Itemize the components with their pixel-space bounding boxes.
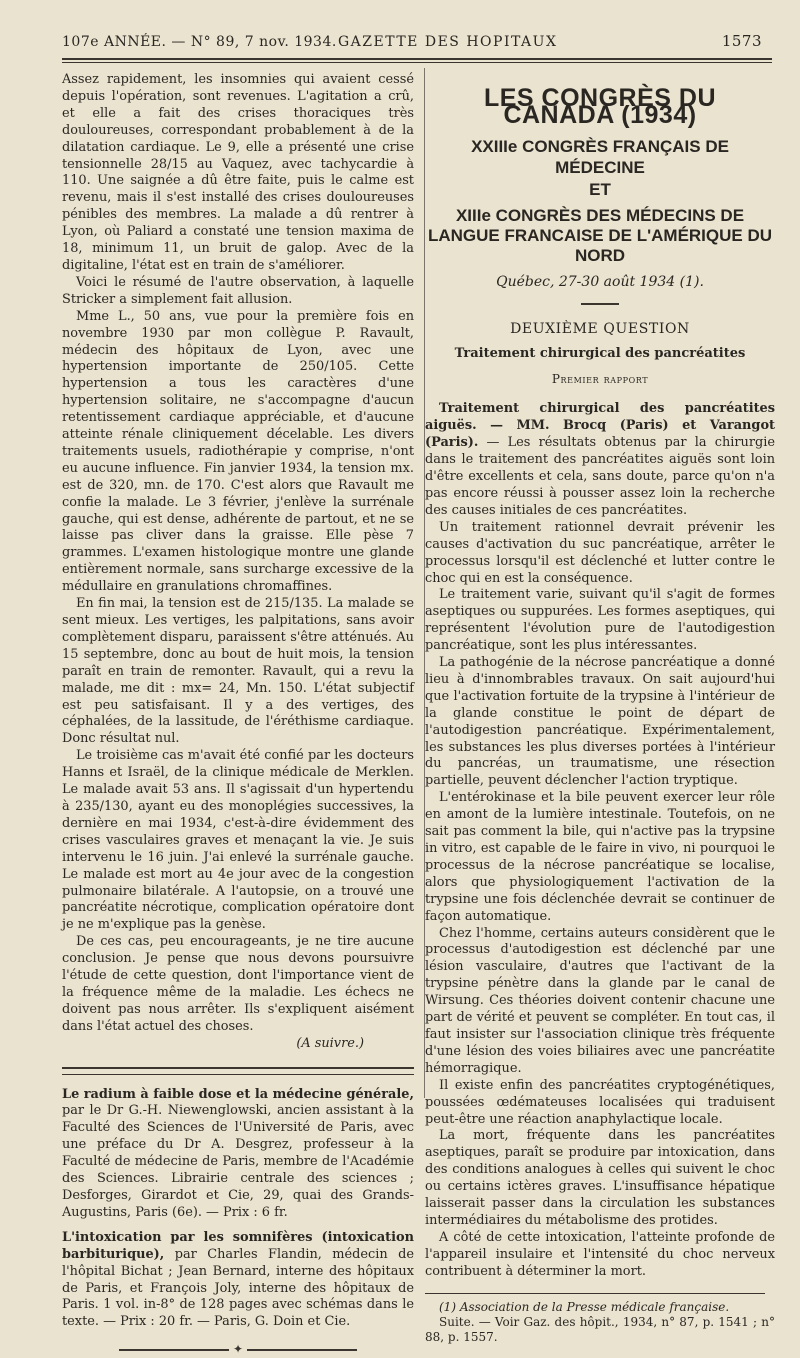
right-column: [425, 72, 775, 1345]
report-paragraph: Il existe enfin des pancréatites cryptogénétiques, poussées œdémateuses localisées qui traduisent peut-être une réaction anaphylactique locale.: [425, 1077, 775, 1127]
issue-info: 107e ANNÉE. — N° 89, 7 nov. 1934.: [62, 34, 337, 50]
congress-title: XXIIIe CONGRÈS FRANÇAIS DE MÉDECINE: [471, 136, 729, 177]
section-title: LES CONGRÈS DU CANADA (1934): [483, 84, 717, 129]
report-paragraph: L'entérokinase et la bile peuvent exercer leur rôle en amont de la lumière intestinale. Toutefois, on ne sait pas comment la bile, qui n'active pas la trypsine in vitro, est capable de le faire in vivo, ni pourquoi le processus de la nécrose pancréatique se localise, alors que physiologiquement l'activation de la trypsine une fois déclenchée devrait se continuer de façon automatique.: [425, 790, 775, 924]
header-rule: [62, 58, 772, 60]
to-be-continued: (A suivre.): [296, 1035, 364, 1051]
report-heading: Premier rapport: [551, 371, 649, 386]
page-header: [62, 30, 762, 54]
footnote: Suite. — Voir Gaz. des hôpit., 1934, n° 87, p. 1541 ; n° 88, p. 1557.: [425, 1314, 775, 1344]
report-paragraph: La pathogénie de la nécrose pancréatique a donné lieu à d'innombrables travaux. On sait aujourd'hui que l'activation fortuite de la trypsine à l'intérieur de la glande constitue le point de départ de l'autodigestion pancréatique. Expérimentalement, les substances les plus diverses portées à l'intérieur du pancréas, un traumatisme, une résection partielle, peuvent déclencher l'action tryptique.: [425, 655, 775, 789]
journal-name: GAZETTE DES HOPITAUX: [338, 34, 558, 50]
congress-conjunction: ET: [589, 179, 611, 199]
paragraph: Assez rapidement, les insomnies qui avaient cessé depuis l'opération, sont revenues. L'agitation a crû, et elle a fait des crises thoraciques très douloureuses, correspondant probablement à de la dilatation cardiaque. Le 9, elle a présenté une crise tensionnelle 28/15 au Vaquez, avec tachycardie à 110. Une saignée a dû être faite, puis le calme est revenu, mais il s'est installé des crises douloureuses pénibles des membres. La malade a dû rentrer à Lyon, où Paliard a constaté une tension maxima de 18, minimum 11, un bruit de galop. Avec de la digitaline, l'état est en train de s'améliorer.: [62, 72, 414, 273]
paragraph: Voici le résumé de l'autre observation, à laquelle Stricker a simplement fait allusion.: [62, 274, 414, 307]
book-review: [62, 1087, 414, 1222]
page-number: 1573: [721, 32, 762, 50]
footnote: (1) Association de la Presse médicale française.: [439, 1299, 730, 1314]
paragraph: Mme L., 50 ans, vue pour la première fois en novembre 1930 par mon collègue P. Ravault, médecin des hôpitaux de Lyon, avec une hypertension importante de 250/105. Cette hypertension a tous les caractères d'une hypertension solitaire, ne s'accompagne d'aucun retentissement cardiaque appréciable, et d'aucune atteinte rénale cliniquement décelable. Les divers traitements usuels, radiothérapie y comprise, n'ont eu aucune influence. Fin janvier 1934, la tension mx. est de 320, mn. de 170. C'est alors que Ravault me confie la malade. Le 3 février, j'enlève la surrénale gauche, qui est dense, adhérente de partout, et ne se laisse pas cliver dans la graisse. Elle pèse 7 grammes. L'examen histologique montre une glande entièrement normale, sans surcharge excessive de la médullaire en granulations chromaffines.: [62, 308, 414, 595]
congress-dates: Québec, 27-30 août 1934 (1).: [496, 273, 704, 290]
book-title: Le radium à faible dose et la médecine générale,: [62, 1086, 414, 1102]
report-paragraph: Un traitement rationnel devrait prévenir les causes d'activation du suc pancréatique, arrêter le processus lorsqu'il est déclenché et lutter contre le choc qui en est la conséquence.: [425, 519, 775, 586]
question-heading: DEUXIÈME QUESTION: [510, 320, 690, 337]
report-paragraph: A côté de cette intoxication, l'atteinte profonde de l'appareil insulaire et l'intensité du choc nerveux contribuent à déterminer la mort.: [425, 1229, 775, 1279]
report-paragraph: Chez l'homme, certains auteurs considèrent que le processus d'autodigestion est déclenché par une lésion vasculaire, d'autres que l'activant de la trypsine pénètre dans la glande par le canal de Wirsung. Ces théories doivent contenir chacune une part de vérité et peuvent se compléter. En tout cas, il faut insister sur l'association clinique très fréquente d'une lésion des voies biliaires avec une pancréatite hémorragique.: [425, 925, 775, 1076]
section-rule: [62, 1067, 414, 1075]
report-paragraph: La mort, fréquente dans les pancréatites aseptiques, paraît se produire par intoxication, dans des conditions analogues à celles qui suivent le choc ou certains ictères graves. L'insuffisance hépatique laisserait passer dans la circulation les substances intermédiaires du métabolisme des protides.: [425, 1128, 775, 1228]
congress-title-block: [425, 84, 775, 291]
report-paragraph: [425, 401, 775, 519]
report-text: — Les résultats obtenus par la chirurgie dans le traitement des pancréatites aiguës sont loin d'être excellents et cela, sans doute, parce qu'on n'a pas encore réussi à pousser assez loin la recherche des causes initiales de ces pancréatites.: [425, 435, 775, 518]
book-title: L'intoxication par les somnifères (intoxication barbiturique),: [62, 1229, 414, 1262]
left-column: [62, 72, 414, 1358]
footnote-rule: [425, 1293, 765, 1294]
header-rule-thin: [62, 62, 772, 63]
report-paragraph: Le traitement varie, suivant qu'il s'agit de formes aseptiques ou suppurées. Les formes aseptiques, qui représentent l'évolution pure de l'autodigestion pancréatique, sont les plus intéressantes.: [425, 587, 775, 654]
paragraph: En fin mai, la tension est de 215/135. La malade se sent mieux. Les vertiges, les palpitations, sans avoir complètement disparu, paraissent s'être atténués. Au 15 septembre, donc au bout de huit mois, la tension paraît en train de remonter. Ravault, qui a revu la malade, me dit : mx= 24, Mn. 150. L'état subjectif est peu satisfaisant. Il y a des vertiges, des céphalées, de la lassitude, de l'éréthisme cardiaque. Donc résultat nul.: [62, 596, 414, 747]
title-rule: [581, 303, 619, 305]
end-flourish: ✦: [62, 1341, 414, 1358]
book-review: [62, 1230, 414, 1331]
book-details: par Charles Flandin, médecin de l'hôpital Bichat ; Jean Bernard, interne des hôpitaux de Paris, et François Joly, interne des hôpitaux de Paris. 1 vol. in-8° de 128 pages avec schémas dans le texte. — Prix : 20 fr. — Paris, G. Doin et Cie.: [62, 1246, 414, 1330]
congress-title-2: XIIIe CONGRÈS DES MÉDECINS DE LANGUE FRANCAISE DE L'AMÉRIQUE DU NORD: [427, 205, 773, 265]
book-reviews: [62, 1087, 414, 1332]
report-title: Traitement chirurgical des pancréatites aiguës. — MM. Brocq (Paris) et Varangot (Paris).: [425, 401, 775, 451]
book-details: par le Dr G.-H. Niewenglowski, ancien assistant à la Faculté des Sciences de l'Université de Paris, avec une préface du Dr A. Desgrez, professeur à la Faculté de médecine de Paris, membre de l'Académie des Sciences. Librairie centrale des sciences ; Desforges, Girardot et Cie, 29, quai des Grands-Augustins, Paris (6e). — Prix : 6 fr.: [62, 1103, 414, 1220]
paragraph: De ces cas, peu encourageants, je ne tire aucune conclusion. Je pense que nous devons poursuivre l'étude de cette question, dont l'importance vient de la fréquence même de la maladie. Les échecs ne doivent pas nous arrêter. Ils s'expliquent aisément dans l'état actuel des choses.: [62, 934, 414, 1034]
question-subject: Traitement chirurgical des pancréatites: [454, 345, 746, 361]
paragraph: Le troisième cas m'avait été confié par les docteurs Hanns et Israël, de la clinique médicale de Merklen. Le malade avait 53 ans. Il s'agissait d'un hypertendu à 235/130, ayant eu des monoplégies successives, la dernière en mai 1934, c'est-à-dire évidemment des crises vasculaires graves et menaçant la vie. Je suis intervenu le 16 juin. J'ai enlevé la surrénale gauche. Le malade est mort au 4e jour avec de la congestion pulmonaire bilatérale. A l'autopsie, on a trouvé une pancréatite nécrotique, complication opératoire dont je ne m'explique pas la genèse.: [62, 748, 414, 933]
